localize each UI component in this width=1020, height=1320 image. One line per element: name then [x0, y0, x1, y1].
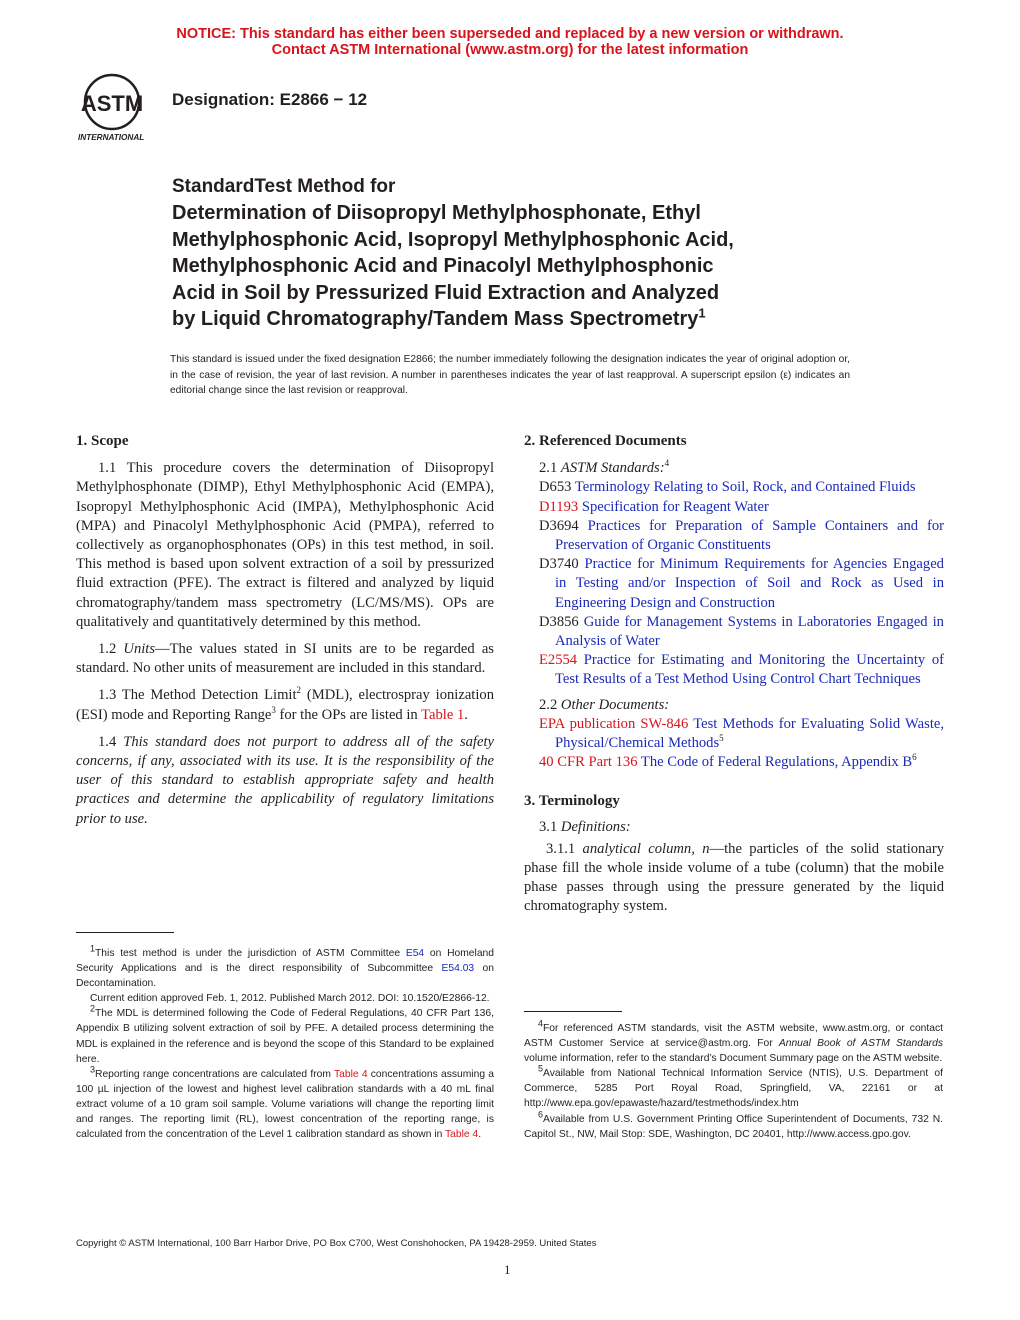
page-number: 1	[504, 1262, 511, 1277]
logo-text: ASTM	[80, 91, 144, 116]
footnote-4: $^4$For referenced ASTM standards, visit the ASTM website, www.astm.org, or contact ASTM Customer Service at service@astm.org. For Annual Book of ASTM Standards volume information, refer to the standard’s Document Summary page on the ASTM website.	[524, 1018, 943, 1065]
title-line-3: Methylphosphonic Acid and Pinacolyl Methylphosphonic	[172, 255, 714, 277]
scope-p3: 1.3 The Method Detection Limit$^2$ (MDL), electrospray ionization (ESI) mode and Reporting Range$^3$ for the OPs are listed in Table 1.	[76, 685, 494, 723]
designation: Designation: E2866 − 12	[172, 90, 368, 109]
ref-item[interactable]: D3856 Guide for Management Systems in Laboratories Engaged in Analysis of Water	[539, 613, 944, 650]
table-4-link-2[interactable]: Table 4	[445, 1129, 479, 1141]
copyright: Copyright © ASTM International, 100 Barr Harbor Drive, PO Box C700, West Conshohocken, PA 19428-2959. United States	[76, 1238, 597, 1249]
scope-p4: 1.4 This standard does not purport to address all of the safety concerns, if any, associated with its use. It is the responsibility of the user of this standard to establish appropriate safety and health practices and determine the applicability of regulatory limitations prior to use.	[76, 733, 494, 827]
other-ref-item[interactable]: 40 CFR Part 136 The Code of Federal Regulations, Appendix $B^6$	[539, 752, 917, 771]
title-prefix: StandardTest Method for	[172, 176, 396, 197]
title-line-4: Acid in Soil by Pressurized Fluid Extraction and Analyzed	[172, 281, 720, 304]
notice-line-1: NOTICE: This standard has either been superseded and replaced by a new version or withdrawn.	[176, 26, 844, 42]
document-title	[172, 200, 872, 333]
other-documents-label: 2.2 Other Documents:	[539, 696, 670, 713]
e54-link[interactable]: E54	[405, 948, 425, 959]
footnote-rule-left	[76, 932, 174, 933]
title-footnote-mark[interactable]: 1	[698, 305, 706, 321]
terminology-heading: 3. Terminology	[524, 793, 620, 810]
logo-subtext: INTERNATIONAL	[78, 133, 145, 142]
astm-logo	[72, 72, 162, 144]
ref-item[interactable]: D3740 Practice for Minimum Requirements for Agencies Engaged in Testing and/or Inspection of Soil and Rock as Used in Engineering Design and Construction	[539, 556, 944, 611]
footnotes-right	[524, 1018, 943, 1142]
title-line-5: by Liquid Chromatography/Tandem Mass Spectrometry	[172, 308, 699, 330]
astm-logo-icon	[72, 72, 162, 144]
scope-p2: 1.2 Units—The values stated in SI units are to be regarded as standard. No other units of measurement are included in this standard.	[76, 641, 494, 677]
footnote-5: $^5$Available from National Technical Information Service (NTIS), U.S. Department of Commerce, 5285 Port Royal Road, Springfield, VA, 22161 or at http://www.epa.gov/epawaste/hazard/testmethods/index.htm	[524, 1063, 943, 1110]
footnotes-left	[76, 943, 495, 1142]
scope-section	[76, 432, 494, 829]
scope-p1: 1.1 This procedure covers the determination of Diisopropyl Methylphosphonate (DIMP), Ethyl Methylphosphonic Acid (EMPA), Isopropyl Methylphosphonic Acid (IMPA), Methylphosphonic Acid (MPA) and Pinacolyl Methylphosphonic Acid (PMPA), referred to collectively as organophosphonates (OPs) in this test method, in soil. This method is based upon solvent extraction of a soil by pressurized fluid extraction (PFE). The extract is filtered and analyzed by liquid chromatography/tandem mass spectrometry (LC/MS/MS). OPs are qualitatively and quantitatively determined by this method.	[76, 460, 494, 630]
footnote-1-edition: Current edition approved Feb. 1, 2012. Published March 2012. DOI: 10.1520/E2866-12.	[90, 993, 490, 1005]
ref-item[interactable]: D653 Terminology Relating to Soil, Rock, and Contained Fluids	[539, 479, 916, 496]
notice-line-2: Contact ASTM International (www.astm.org) for the latest information	[271, 42, 749, 58]
other-ref-item[interactable]: EPA publication SW-846 Test Methods for Evaluating Solid Waste, Physical/Chemical Methods$^5$	[539, 715, 945, 752]
definitions-label: 3.1 Definitions:	[539, 818, 631, 835]
ref-item[interactable]: E2554 Practice for Estimating and Monitoring the Uncertainty of Test Results of a Test Method Using Control Chart Techniques	[539, 652, 944, 688]
footnote-2: $^2$The MDL is determined following the Code of Federal Regulations, 40 CFR Part 136, Appendix B utilizing solvent extraction of soil by PFE. A detailed process determining the MDL is explained in the reference and is beyond the scope of this Standard to be explained here.	[76, 1003, 494, 1065]
ref-item[interactable]: D1193 Specification for Reagent Water	[539, 498, 769, 515]
scope-heading: 1. Scope	[76, 433, 129, 449]
astm-standards-label: 2.1 ASTM Standards:$^4$	[539, 458, 670, 477]
title-line-1: Determination of Diisopropyl Methylphosphonate, Ethyl	[172, 202, 701, 224]
e54-03-link[interactable]: E54.03	[441, 963, 475, 975]
footnote-3: $^3$Reporting range concentrations are calculated from Table 4 concentrations assuming a 100 µL injection of the lowest and highest level calibration standards with a 40 mL final extract volume of a 10 gram soil sample. Volume variations will change the reporting limit and ranges. The reporting limit (RL), lowest concentration of the reporting range, is calculated from the concentration of the Level 1 calibration standard as shown in Table 4.	[76, 1064, 495, 1141]
footnote-rule-right	[524, 1011, 622, 1012]
footnote-6: $^6$Available from U.S. Government Printing Office Superintendent of Documents, 732 N. Capitol St., NW, Mail Stop: SDE, Washington, DC 20401, http://www.access.gpo.gov.	[524, 1109, 943, 1140]
refdocs-section	[524, 432, 944, 917]
preamble: This standard is issued under the fixed designation E2866; the number immediately following the designation indicates the year of original adoption or, in the case of revision, the year of last revision. A number in parentheses indicates the year of last reapproval. A superscript epsilon (ε) indicates an editorial change since the last revision or reapproval.	[170, 354, 850, 396]
footnote-1: $^1$This test method is under the jurisdiction of ASTM Committee E54 on Homeland Security Applications and is the direct responsibility of Subcommittee E54.03 on Decontamination.	[76, 943, 494, 990]
table-4-link[interactable]: Table 4	[333, 1068, 368, 1080]
table-1-link[interactable]: Table 1	[421, 706, 465, 723]
title-line-2: Methylphosphonic Acid, Isopropyl Methylphosphonic Acid,	[172, 228, 734, 251]
refdocs-heading: 2. Referenced Documents	[524, 433, 687, 449]
definition-analytical-column: 3.1.1 analytical column, n—the particles of the solid stationary phase fill the whole inside volume of a tube (column) that the mobile phase passes through using the pressure generated by the liquid chromatography system.	[524, 840, 944, 915]
ref-item[interactable]: D3694 Practices for Preparation of Sample Containers and for Preservation of Organic Constituents	[539, 517, 944, 554]
